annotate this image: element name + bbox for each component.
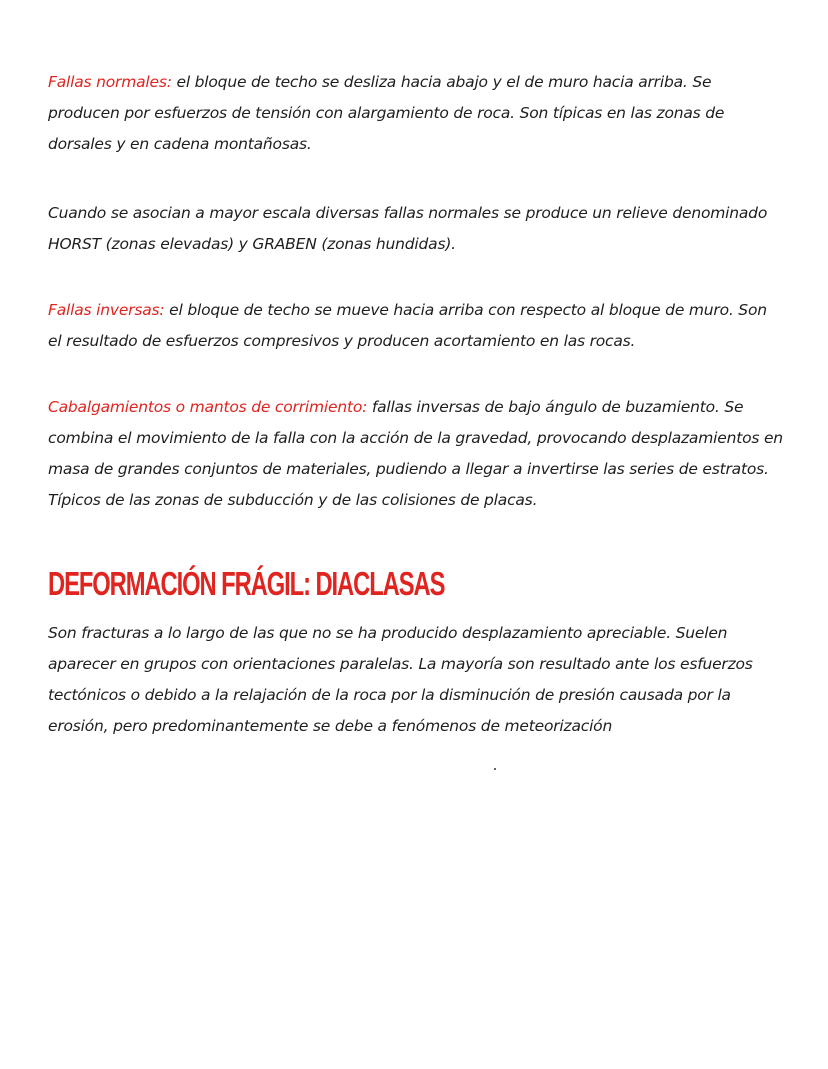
stray-dot	[494, 768, 496, 770]
paragraph-fallas-normales	[48, 67, 783, 160]
term-fallas-normales: Fallas normales:	[48, 73, 172, 91]
section-heading-diaclasas: DEFORMACIÓN FRÁGIL: DIACLASAS	[48, 565, 445, 602]
text-cabalgamientos: fallas inversas de bajo ángulo de buzamiento. Se combina el movimiento de la falla con la acción de la gravedad, provocando desplazamientos en masa de grandes conjuntos de materiales, pudiendo a llegar a invertirse las series de estratos. Típicos de las zonas de subducción y de las colisiones de placas.	[48, 398, 783, 509]
paragraph-cabalgamientos	[48, 392, 783, 516]
paragraph-fallas-inversas	[48, 295, 783, 357]
text-diaclasas: Son fracturas a lo largo de las que no se ha producido desplazamiento apreciable. Suelen aparecer en grupos con orientaciones paralelas. La mayoría son resultado ante los esfuerzos tectónicos o debido a la relajación de la roca por la disminución de presión causada por la erosión, pero predominantemente se debe a fenómenos de meteorización	[48, 624, 753, 735]
term-cabalgamientos: Cabalgamientos o mantos de corrimiento:	[48, 398, 368, 416]
paragraph-horst-graben	[48, 198, 783, 260]
text-fallas-inversas: el bloque de techo se mueve hacia arriba con respecto al bloque de muro. Son el resultado de esfuerzos compresivos y producen acortamiento en las rocas.	[48, 301, 767, 350]
text-fallas-normales: el bloque de techo se desliza hacia abajo y el de muro hacia arriba. Se producen por esfuerzos de tensión con alargamiento de roca. Son típicas en las zonas de dorsales y en cadena montañosas.	[48, 73, 725, 153]
text-horst-graben: Cuando se asocian a mayor escala diversas fallas normales se produce un relieve denominado HORST (zonas elevadas) y GRABEN (zonas hundidas).	[48, 204, 768, 253]
term-fallas-inversas: Fallas inversas:	[48, 301, 165, 319]
paragraph-diaclasas	[48, 618, 783, 742]
